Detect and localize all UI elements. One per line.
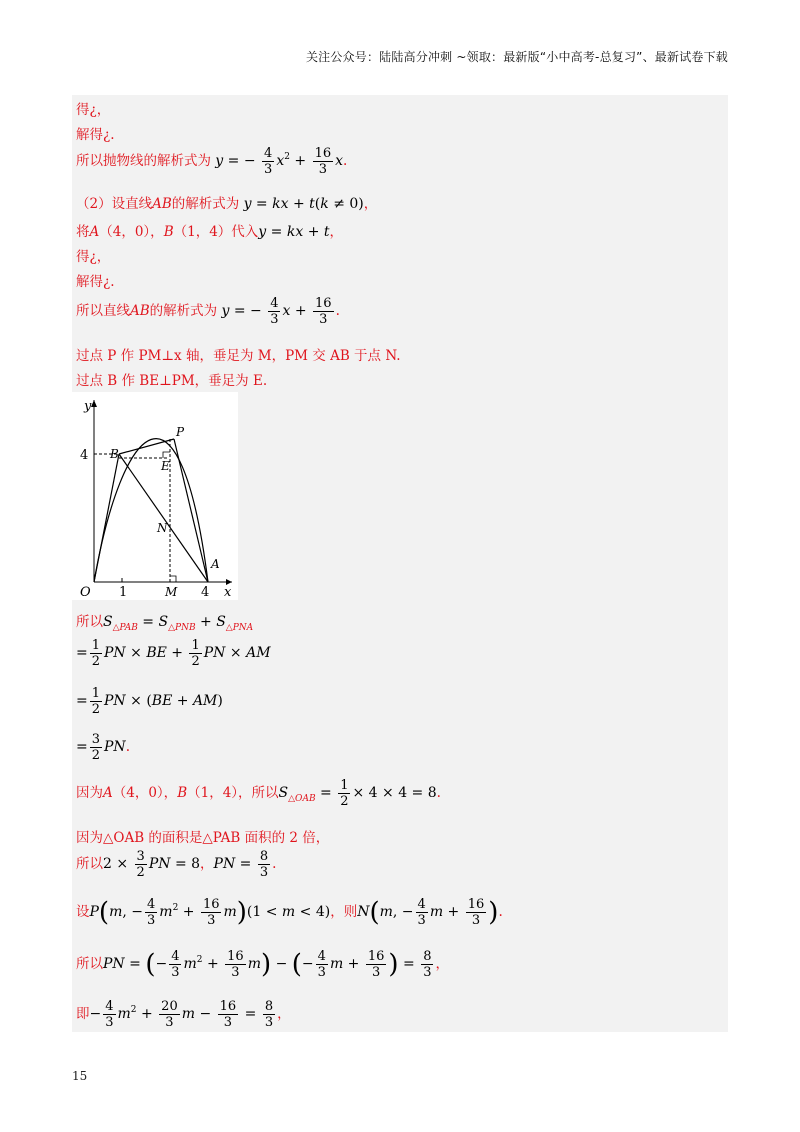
point-label-B: B — [110, 447, 119, 461]
text-line: B — [163, 224, 174, 240]
equation-line: 所以直线AB的解析式为 y = − $\frac{4}{3}$ x + $\frac{16}{3}$ . — [76, 296, 340, 327]
text-line: 将 — [76, 224, 90, 240]
y-axis-arrow — [91, 400, 97, 407]
fraction: $\frac{8}{3}$ — [259, 849, 269, 880]
equation-line: = $\frac{3}{2}$ PN. — [76, 732, 130, 763]
point-label-P: P — [176, 425, 185, 439]
text-line: 所以直线 — [76, 303, 130, 319]
fraction: $\frac{4}{3}$ — [105, 999, 114, 1030]
equation-line: （2）设直线AB的解析式为 y = kx + t(k ≠ 0)， — [76, 196, 378, 212]
fraction: $\frac{16}{3}$ — [219, 999, 237, 1030]
text-line: 的解析式为 — [149, 303, 218, 319]
text-line: A — [89, 224, 100, 240]
fraction: $\frac{16}{3}$ — [227, 949, 244, 980]
tick-label-x1: 1 — [119, 585, 128, 600]
point-label-M: M — [165, 585, 178, 599]
text-line: 设 — [76, 904, 90, 920]
equation-line: 所以PN = (− $\frac{4}{3}$ $m^2$ + $\frac{16}{3}$ m) − (− $\frac{4}{3}$ m + $\frac{16}{3}$ ) = $\frac{8}{3}$ ， — [76, 949, 449, 980]
text-line: 所以 — [76, 956, 103, 972]
equation-line: 所以$S_{\triangle PAB} = S_{\triangle PNB} + S_{\triangle PNA}$ — [76, 614, 254, 633]
text-line: （1，4）代入 — [173, 224, 259, 240]
equation-line: 所以抛物线的解析式为 y = − $\frac{4}{3}$ $x^2$ + $\frac{16}{3}$ x. — [76, 146, 348, 177]
fraction: $\frac{20}{3}$ — [161, 999, 178, 1030]
text-line: 的解析式为 — [171, 196, 240, 212]
equation-line: 因为A（4，0），B（1，4），所以$S_{\triangle OAB}$ = $\frac{1}{2}$ × 4 × 4 = 8. — [76, 778, 441, 809]
text-line: 因为 — [76, 785, 103, 801]
text-line: （4，0）， — [112, 785, 178, 801]
fraction: $\frac{1}{2}$ — [91, 686, 101, 717]
parabola-graph — [72, 392, 238, 600]
text-line: 得¿， — [76, 102, 111, 118]
right-angle-E — [163, 452, 170, 458]
text-line: 所以抛物线的解析式为 — [76, 153, 211, 169]
fraction: $\frac{16}{3}$ — [367, 949, 385, 980]
segment-AB — [119, 454, 208, 582]
text-line: 过点 P 作 PM⊥x 轴，垂足为 M，PM 交 AB 于点 N. — [76, 348, 401, 364]
fraction: $\frac{16}{3}$ — [315, 296, 332, 327]
fraction: $\frac{1}{2}$ — [191, 638, 200, 669]
fraction: $\frac{4}{3}$ — [317, 949, 326, 980]
origin-label: O — [80, 585, 91, 600]
fraction: $\frac{16}{3}$ — [314, 146, 332, 177]
text-line: AB — [130, 303, 150, 319]
text-line: A — [103, 785, 113, 801]
text-line: 所以 — [76, 856, 103, 872]
equation-line: = $\frac{1}{2}$ PN × (BE + AM) — [76, 686, 223, 717]
fraction: $\frac{3}{2}$ — [91, 732, 101, 763]
page-header: 关注公众号：陆陆高分冲刺 ~领取：最新版“小中高考-总复习”、最新试卷下载 — [305, 50, 728, 64]
fraction: $\frac{16}{3}$ — [202, 897, 220, 928]
segment-OB — [94, 454, 119, 582]
fraction: $\frac{1}{2}$ — [340, 778, 349, 809]
equation-line: 即− $\frac{4}{3}$ $m^2$ + $\frac{20}{3}$ m − $\frac{16}{3}$ = $\frac{8}{3}$ ， — [76, 999, 291, 1030]
text-line: 得¿， — [76, 249, 111, 265]
text-line: 所以 — [76, 614, 103, 630]
parabola-figure — [72, 392, 238, 600]
text-line: （4，0）， — [99, 224, 164, 240]
text-line: 即 — [76, 1006, 90, 1022]
text-line: （1，4），所以 — [187, 785, 279, 801]
segment-PA — [174, 439, 208, 582]
fraction: $\frac{3}{2}$ — [136, 849, 145, 880]
point-label-E: E — [161, 459, 170, 473]
tick-label-x4: 4 — [201, 585, 210, 600]
equation-line: = $\frac{1}{2}$ PN × BE + $\frac{1}{2}$ PN × AM — [76, 638, 271, 669]
fraction: $\frac{4}{3}$ — [147, 897, 156, 928]
y-axis-label: y — [84, 399, 92, 414]
page-number: 15 — [72, 1069, 88, 1083]
fraction: $\frac{16}{3}$ — [467, 897, 485, 928]
text-line: 则 — [343, 904, 358, 920]
equation-line: 所以2 × $\frac{3}{2}$ PN = 8，PN = $\frac{8}{3}$ . — [76, 849, 277, 880]
text-line: AB — [152, 196, 172, 212]
point-label-N: N — [157, 521, 168, 535]
text-line: 解得¿. — [76, 127, 115, 143]
fraction: $\frac{8}{3}$ — [423, 949, 432, 980]
equation-line: 设P(m, − $\frac{4}{3}$ $m^2$ + $\frac{16}{3}$ m)(1 < m < 4)，则N(m, − $\frac{4}{3}$ m + $\frac{16}{3}$ ). — [76, 897, 503, 928]
fraction: $\frac{4}{3}$ — [171, 949, 180, 980]
equation-line: 将A（4，0），B（1，4）代入y = kx + t， — [76, 224, 344, 240]
fraction: $\frac{1}{2}$ — [91, 638, 101, 669]
point-label-A: A — [211, 557, 220, 571]
fraction: $\frac{8}{3}$ — [264, 999, 274, 1030]
text-line: 因为△OAB 的面积是△PAB 面积的 2 倍， — [76, 830, 330, 846]
right-angle-M — [170, 576, 176, 582]
fraction: $\frac{4}{3}$ — [270, 296, 279, 327]
text-line: 解得¿. — [76, 274, 115, 290]
x-axis-label: x — [224, 585, 232, 600]
fraction: $\frac{4}{3}$ — [264, 146, 273, 177]
text-line: B — [177, 785, 188, 801]
text-line: 过点 B 作 BE⊥PM，垂足为 E. — [76, 373, 268, 389]
tick-label-y4: 4 — [80, 448, 89, 463]
text-line: （2）设直线 — [76, 196, 153, 212]
fraction: $\frac{4}{3}$ — [417, 897, 426, 928]
